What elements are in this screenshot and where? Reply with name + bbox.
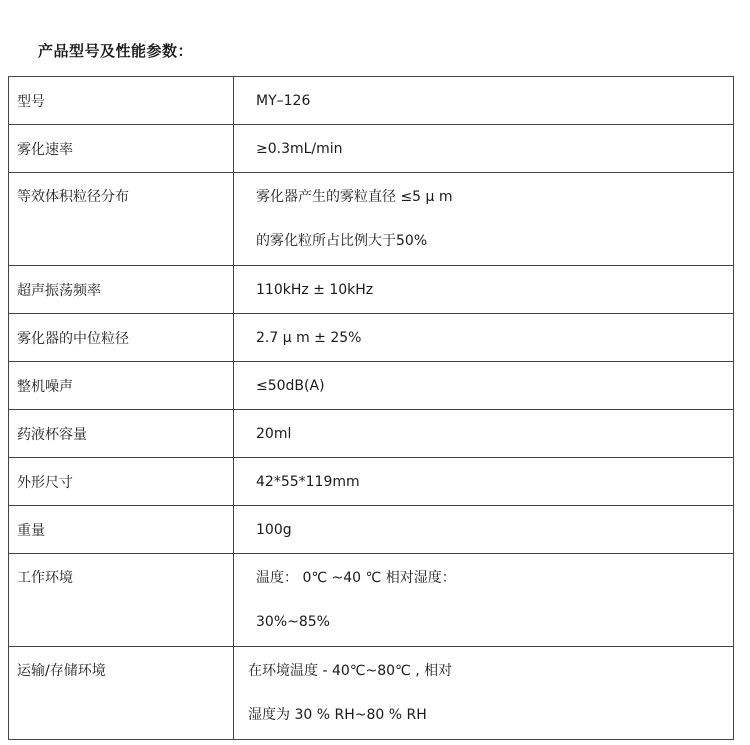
spec-label: 工作环境	[17, 570, 73, 586]
spec-value: 110kHz ± 10kHz	[256, 281, 374, 298]
spec-value: 湿度为 30 % RH~80 % RH	[248, 707, 427, 723]
table-row	[9, 314, 734, 362]
spec-value: 20ml	[256, 425, 292, 442]
spec-value: ≥0.3mL/min	[256, 140, 343, 157]
spec-table	[8, 76, 734, 740]
spec-value: MY–126	[256, 92, 311, 109]
spec-label: 整机噪声	[17, 378, 73, 395]
spec-value: 雾化器产生的雾粒直径 ≤5 μ m	[256, 189, 453, 205]
table-row	[9, 554, 734, 647]
spec-label: 型号	[17, 93, 45, 110]
spec-value: ≤50dB(A)	[256, 377, 325, 394]
spec-label: 雾化器的中位粒径	[17, 330, 129, 347]
spec-label: 运输/存储环境	[17, 663, 106, 679]
table-row	[9, 410, 734, 458]
spec-value: 30%~85%	[256, 614, 330, 630]
table-row	[9, 77, 734, 125]
spec-label: 重量	[17, 522, 45, 539]
spec-label: 超声振荡频率	[17, 282, 101, 299]
spec-value: 在环境温度 - 40℃~80℃ , 相对	[248, 663, 453, 679]
spec-label: 药液杯容量	[17, 426, 87, 443]
spec-value: 2.7 μ m ± 25%	[256, 329, 362, 346]
spec-value: 42*55*119mm	[256, 473, 360, 490]
spec-label: 雾化速率	[17, 141, 73, 158]
spec-label: 等效体积粒径分布	[17, 189, 129, 205]
spec-label: 外形尺寸	[17, 474, 73, 491]
page-title: 产品型号及性能参数：	[38, 42, 194, 60]
table-row	[9, 125, 734, 173]
table-row	[9, 266, 734, 314]
spec-value: 100g	[256, 521, 292, 538]
table-row	[9, 173, 734, 266]
spec-value: 的雾化粒所占比例大于50%	[256, 233, 428, 249]
table-row	[9, 458, 734, 506]
table-row	[9, 362, 734, 410]
table-row	[9, 647, 734, 740]
spec-value: 温度： 0℃ ~40 ℃ 相对湿度：	[256, 570, 456, 586]
table-row	[9, 506, 734, 554]
